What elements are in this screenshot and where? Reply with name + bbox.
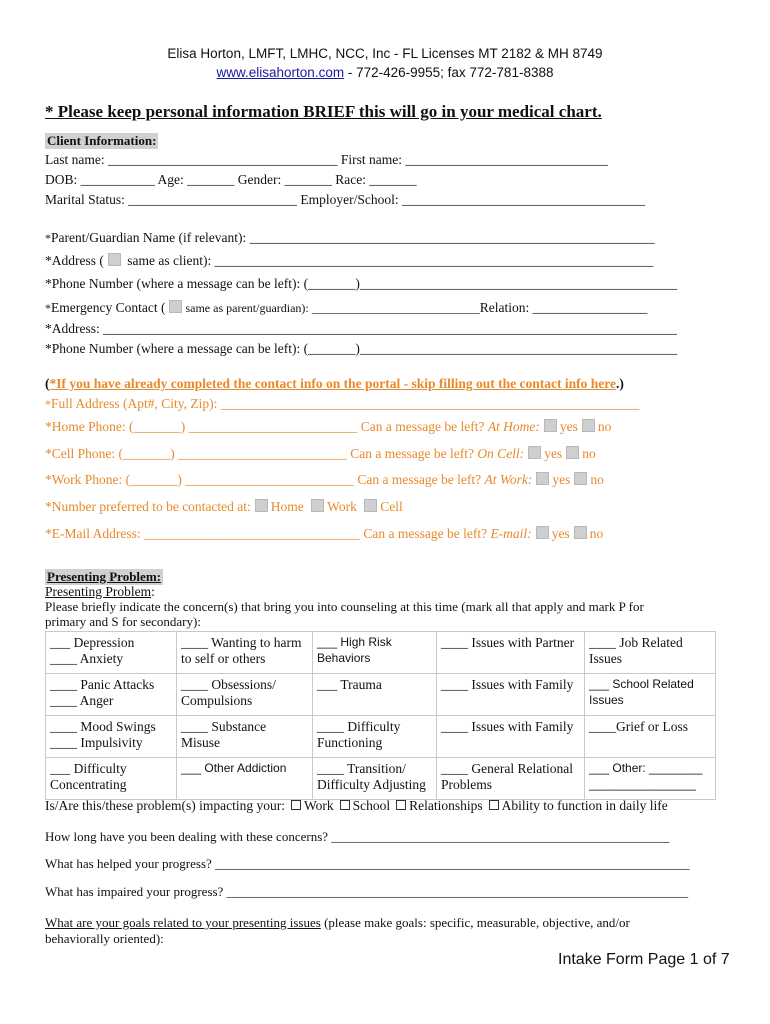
problem-cell[interactable]	[313, 716, 437, 758]
problem-cell-line: Issues	[589, 650, 622, 666]
problem-cell-line: ___ Other Addiction	[181, 761, 287, 775]
pref-work-checkbox[interactable]	[311, 499, 324, 512]
problem-cell-line: ____Grief or Loss	[589, 719, 688, 734]
emergency-address-row[interactable]: *Address: _____________________________________________________________________________________	[45, 321, 677, 336]
home-yes-checkbox[interactable]	[544, 419, 557, 432]
problem-cell-line: to self or others	[181, 650, 266, 666]
email-no-checkbox[interactable]	[574, 526, 587, 539]
problem-cell-line: Functioning	[317, 734, 383, 750]
goals-row-2: behaviorally oriented):	[45, 931, 164, 946]
same-as-guardian-checkbox[interactable]	[169, 300, 182, 313]
problem-cell-line: Compulsions	[181, 692, 253, 708]
instructions-line2: primary and S for secondary):	[45, 614, 201, 629]
home-phone-row[interactable]: *Home Phone: (_______) _________________________ Can a message be left? At Home: yes no	[45, 419, 612, 434]
email-yes-checkbox[interactable]	[536, 526, 549, 539]
same-as-guardian-label: same as parent/guardian): ____________________________	[185, 301, 480, 315]
problem-cell[interactable]	[46, 632, 177, 674]
problem-cell-line: ____ Difficulty	[317, 719, 401, 734]
problem-cell-line: ________________	[589, 776, 696, 791]
problem-cell-line: Problems	[441, 776, 493, 792]
work-no-checkbox[interactable]	[574, 472, 587, 485]
client-info-heading: Client Information:	[47, 133, 157, 148]
problem-cell[interactable]	[585, 716, 716, 758]
problem-cell[interactable]	[177, 632, 313, 674]
cell-no-checkbox[interactable]	[566, 446, 579, 459]
problem-cell-line: ___ Trauma	[317, 677, 382, 692]
instructions-line1: Please briefly indicate the concern(s) that bring you into counseling at this time (mark all that apply and mark P for	[45, 599, 644, 614]
phone-row[interactable]: *Phone Number (where a message can be left): (_______)_______________________________________________	[45, 276, 678, 291]
home-no-checkbox[interactable]	[582, 419, 595, 432]
required-mark: *	[45, 231, 51, 245]
problem-cell[interactable]	[313, 758, 437, 800]
work-phone-row[interactable]: *Work Phone: (_______) _________________________ Can a message be left? At Work: yes no	[45, 472, 604, 487]
problem-cell-line: Difficulty Adjusting	[317, 776, 426, 792]
problem-cell-line: ____ Anxiety	[50, 650, 124, 666]
relation-label: Relation: _________________	[479, 300, 648, 315]
contact-line	[0, 65, 770, 80]
how-long-row[interactable]: How long have you been dealing with these concerns? ____________________________________________________	[45, 829, 670, 844]
problem-cell-line: Behaviors	[317, 650, 371, 665]
problem-cell[interactable]	[437, 716, 585, 758]
problem-cell[interactable]	[585, 758, 716, 800]
problem-cell-line: ___ Difficulty	[50, 761, 127, 776]
problem-cell-line: Concentrating	[50, 776, 127, 792]
required-mark: *	[45, 301, 51, 315]
full-address-row[interactable]	[45, 396, 639, 412]
problem-cell-line: ____ Anger	[50, 692, 114, 708]
problem-row	[46, 632, 716, 674]
problem-cell[interactable]	[313, 674, 437, 716]
problem-cell[interactable]	[437, 632, 585, 674]
problem-cell[interactable]	[46, 758, 177, 800]
problem-cell-line: ___ High Risk	[317, 635, 392, 649]
same-as-client-checkbox[interactable]	[108, 253, 121, 266]
website-link[interactable]: www.elisahorton.com	[216, 65, 345, 80]
problem-cell[interactable]	[177, 674, 313, 716]
problem-cell[interactable]	[313, 632, 437, 674]
preferred-number-row[interactable]: *Number preferred to be contacted at: Home Work Cell	[45, 499, 403, 514]
problem-cell[interactable]	[585, 632, 716, 674]
guardian-label: Parent/Guardian Name (if relevant): ____________________________________________________________	[51, 230, 655, 245]
problem-cell-line: ___ School Related	[589, 677, 694, 691]
problem-cell[interactable]	[437, 758, 585, 800]
problem-cell[interactable]	[46, 674, 177, 716]
cell-yes-checkbox[interactable]	[528, 446, 541, 459]
problem-cell-line: ____ Job Related	[589, 635, 683, 650]
page-footer: Intake Form Page 1 of 7	[558, 951, 730, 968]
problem-cell-line: ____ Obsessions/	[181, 677, 276, 692]
marital-row[interactable]: Marital Status: _________________________ Employer/School: ____________________________________	[45, 192, 645, 207]
problem-cell-line: ____ Issues with Family	[441, 719, 574, 734]
problem-cell-line: ___ Other: ________	[589, 761, 703, 775]
impact-work-checkbox[interactable]	[291, 800, 301, 810]
address-same-label: same as client): _________________________________________________________________	[123, 253, 654, 268]
name-row[interactable]: Last name: __________________________________ First name: ______________________________	[45, 152, 608, 167]
problem-cell-line: ____ Transition/	[317, 761, 406, 776]
emergency-row[interactable]	[45, 300, 647, 316]
work-yes-checkbox[interactable]	[536, 472, 549, 485]
impact-row[interactable]: Is/Are this/these problem(s) impacting your: Work School Relationships Ability to function in daily life	[45, 798, 668, 813]
problem-cell-line: ____ Panic Attacks	[50, 677, 155, 692]
problem-cell-line: ____ Wanting to harm	[181, 635, 302, 650]
problem-cell-line: Issues	[589, 692, 624, 707]
problem-cell-line: ____ Issues with Partner	[441, 635, 575, 650]
impact-school-checkbox[interactable]	[340, 800, 350, 810]
problem-cell-line: ____ Mood Swings	[50, 719, 156, 734]
emergency-label: Emergency Contact (	[51, 300, 166, 315]
phone-fax: - 772-426-9955; fax 772-781-8388	[344, 65, 554, 80]
goals-row: What are your goals related to your presenting issues (please make goals: specific, measurable, objective, and/or	[45, 915, 630, 930]
problem-row	[46, 674, 716, 716]
emergency-phone-row[interactable]: *Phone Number (where a message can be left): (_______)_______________________________________________	[45, 341, 678, 356]
impact-relationships-checkbox[interactable]	[396, 800, 406, 810]
dob-row[interactable]: DOB: ___________ Age: _______ Gender: _______ Race: _______	[45, 172, 417, 187]
problem-row	[46, 758, 716, 800]
problem-cell-line: ____ Impulsivity	[50, 734, 143, 750]
full-address-label: Full Address (Apt#, City, Zip): ______________________________________________________________	[51, 396, 640, 411]
problem-cell-line: ____ Issues with Family	[441, 677, 574, 692]
problem-cell-line: ___ Depression	[50, 635, 135, 650]
impact-ability-checkbox[interactable]	[489, 800, 499, 810]
impaired-row[interactable]: What has impaired your progress? _______________________________________________________________________	[45, 884, 689, 899]
problem-cell[interactable]	[177, 716, 313, 758]
problem-row	[46, 716, 716, 758]
practice-name: Elisa Horton, LMFT, LMHC, NCC, Inc - FL Licenses MT 2182 & MH 8749	[167, 46, 603, 61]
guardian-row[interactable]	[45, 230, 655, 246]
cell-phone-row[interactable]: *Cell Phone: (_______) _________________________ Can a message be left? On Cell: yes no	[45, 446, 596, 461]
portal-note: (*If you have already completed the contact info on the portal - skip filling out the contact info here.)	[45, 376, 624, 391]
problem-cell-line: Misuse	[181, 734, 221, 750]
problem-cell-line: ____ General Relational	[441, 761, 573, 776]
address-label: *Address (	[45, 253, 104, 268]
email-row[interactable]: *E-Mail Address: ________________________________ Can a message be left? E-mail: yes no	[45, 526, 604, 541]
pref-cell-checkbox[interactable]	[364, 499, 377, 512]
pref-home-checkbox[interactable]	[255, 499, 268, 512]
problem-cell[interactable]	[177, 758, 313, 800]
address-row[interactable]	[45, 253, 653, 269]
presenting-subtitle: Presenting Problem:	[45, 584, 155, 599]
problem-table	[45, 631, 716, 800]
problem-cell[interactable]	[437, 674, 585, 716]
presenting-heading: Presenting Problem:	[47, 569, 161, 584]
problem-cell[interactable]	[585, 674, 716, 716]
helped-row[interactable]: What has helped your progress? _________________________________________________________________________	[45, 856, 690, 871]
problem-cell-line: ____ Substance	[181, 719, 267, 734]
notice: * Please keep personal information BRIEF this will go in your medical chart.	[45, 102, 602, 121]
problem-cell[interactable]	[46, 716, 177, 758]
required-mark: *	[45, 397, 51, 411]
